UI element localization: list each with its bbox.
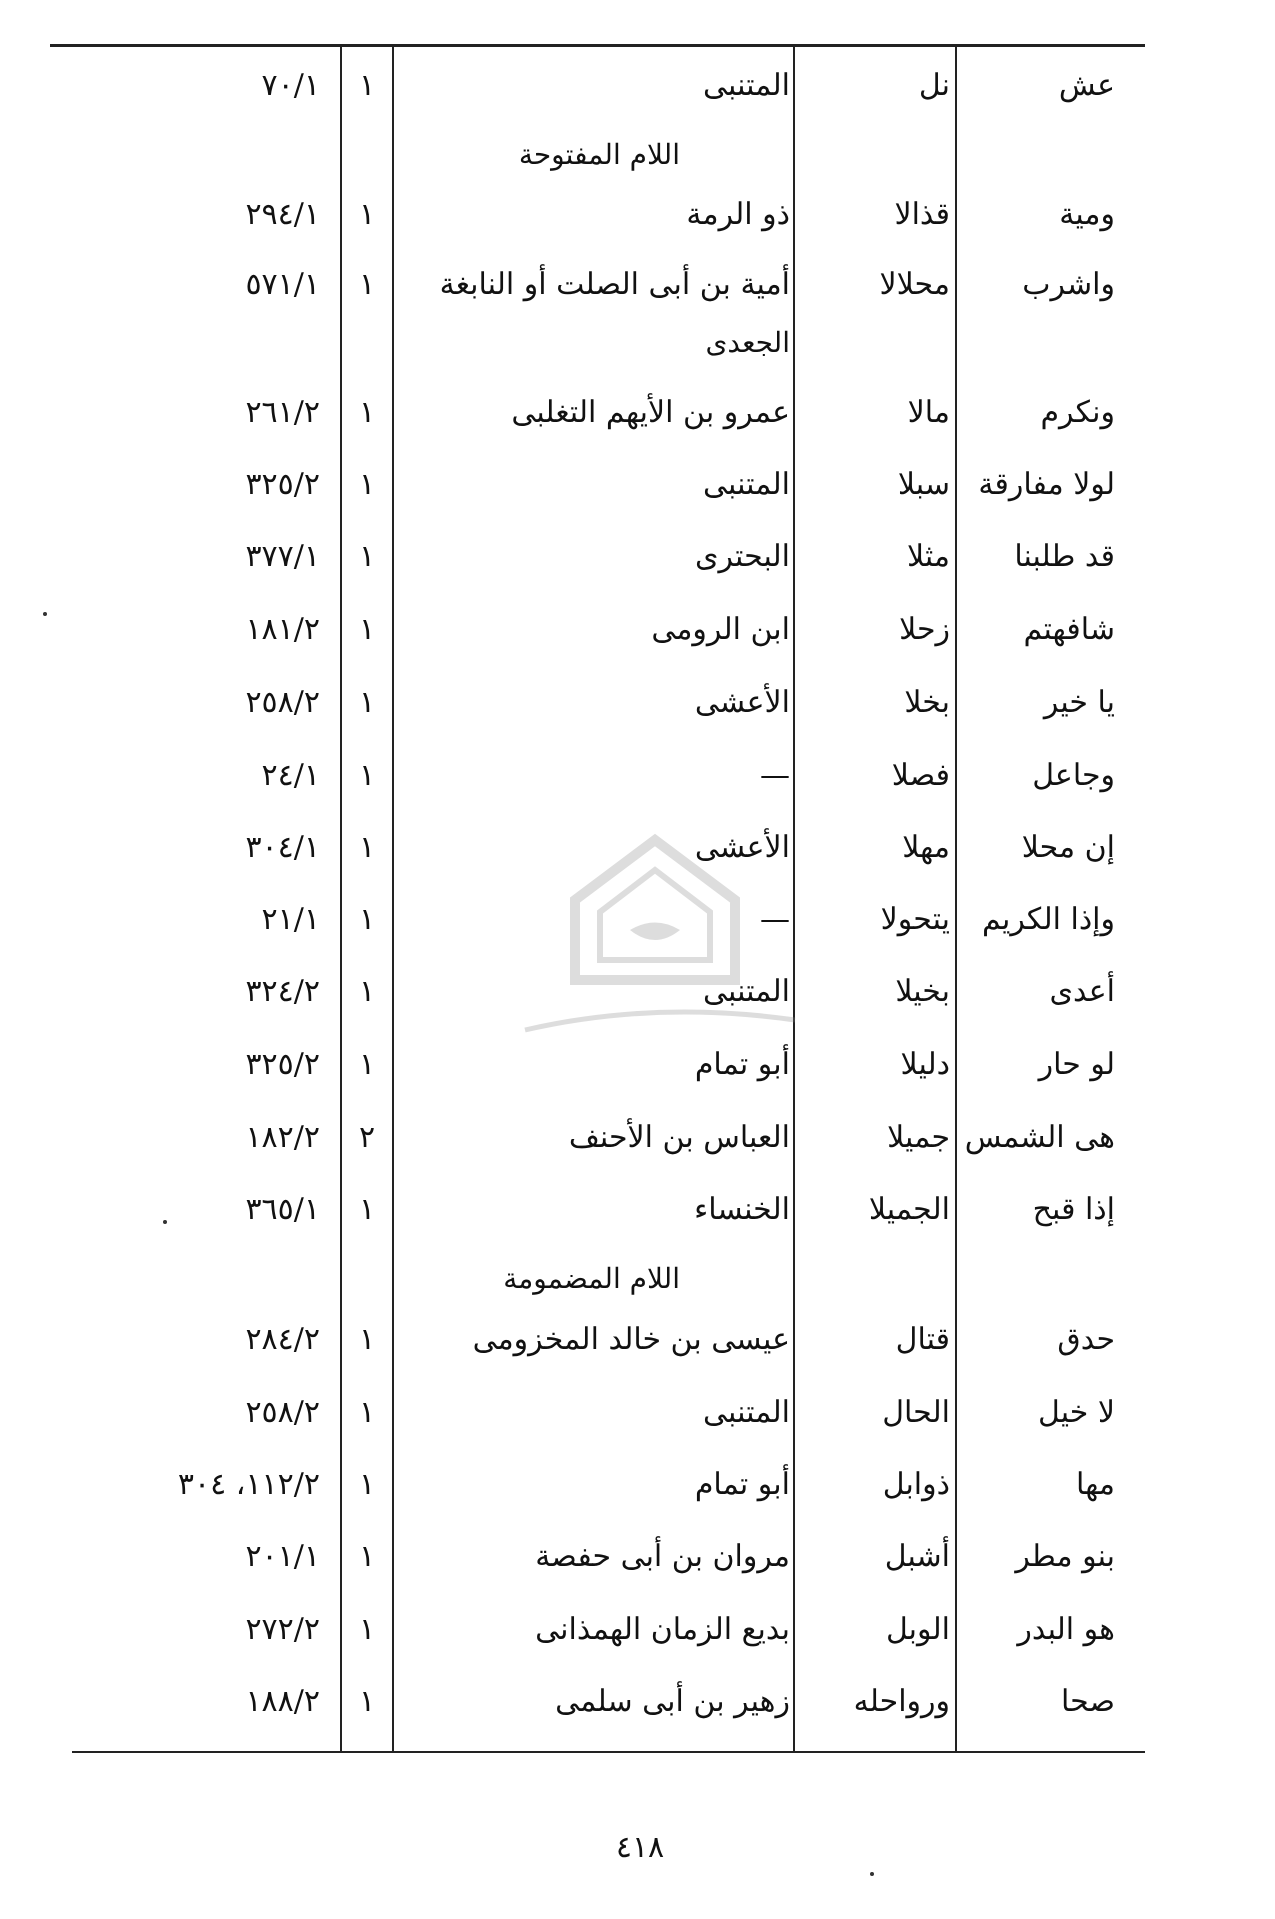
table-row xyxy=(0,455,1275,515)
poet: بديع الزمان الهمذانى xyxy=(535,1612,790,1647)
rhyme-word: نل xyxy=(918,68,950,103)
poet: الأعشى xyxy=(694,685,790,720)
reference: ٣٠٤/١ xyxy=(245,830,320,865)
first-words: لو حار xyxy=(1038,1047,1115,1082)
rhyme-word: سبلا xyxy=(897,467,950,502)
table-row xyxy=(0,962,1275,1022)
verse-count: ١ xyxy=(358,467,376,502)
rhyme-word: يتحولا xyxy=(880,902,950,937)
reference: ١٨٨/٢ xyxy=(245,1684,320,1719)
reference: ٢٤/١ xyxy=(261,758,320,793)
reference: ٢٨٤/٢ xyxy=(245,1322,320,1357)
verse-count: ٢ xyxy=(358,1120,376,1155)
poet: المتنبى xyxy=(703,1395,790,1430)
verse-count: ١ xyxy=(358,1322,376,1357)
rhyme-word: مالا xyxy=(907,395,950,430)
rhyme-word: ورواحله xyxy=(853,1684,950,1719)
poet: مروان بن أبى حفصة xyxy=(535,1539,790,1574)
verse-count: ١ xyxy=(358,1539,376,1574)
rhyme-word: زحلا xyxy=(899,612,950,647)
reference: ١٨٢/٢ xyxy=(245,1120,320,1155)
first-words: قد طلبنا xyxy=(1014,539,1115,574)
verse-count: ١ xyxy=(358,539,376,574)
reference: ٢٥٨/٢ xyxy=(245,1395,320,1430)
table-row xyxy=(0,1310,1275,1370)
reference: ٣٢٤/٢ xyxy=(245,974,320,1009)
first-words: حدق xyxy=(1057,1322,1115,1357)
first-words: عش xyxy=(1058,68,1115,103)
rhyme-word: دليلا xyxy=(900,1047,950,1082)
first-words: صحا xyxy=(1061,1684,1115,1719)
verse-count: ١ xyxy=(358,1192,376,1227)
verse-count: ١ xyxy=(358,758,376,793)
poet: ذو الرمة xyxy=(686,197,790,232)
poet-continuation: الجعدى xyxy=(705,326,790,359)
first-words: ونكرم xyxy=(1040,395,1115,430)
table-row xyxy=(0,890,1275,950)
poet: المتنبى xyxy=(703,467,790,502)
poet: المتنبى xyxy=(703,68,790,103)
verse-count: ١ xyxy=(358,1612,376,1647)
first-words: هو البدر xyxy=(1017,1612,1115,1647)
reference: ٢٩٤/١ xyxy=(245,197,320,232)
section-heading-lam-madmuma: اللام المضمومة xyxy=(503,1262,680,1295)
reference: ٣٦٥/١ xyxy=(245,1192,320,1227)
reference: ٢١/١ xyxy=(261,902,320,937)
table-row xyxy=(0,1672,1275,1732)
first-words: بنو مطر xyxy=(1015,1539,1115,1574)
table-row xyxy=(0,1600,1275,1660)
first-words: وإذا الكريم xyxy=(982,902,1115,937)
rhyme-word: بخيلا xyxy=(895,974,950,1009)
rhyme-word: قذالا xyxy=(894,197,950,232)
first-words: ومية xyxy=(1059,197,1115,232)
verse-count: ١ xyxy=(358,902,376,937)
poet: الأعشى xyxy=(694,830,790,865)
poet: أمية بن أبى الصلت أو النابغة xyxy=(439,267,790,302)
rhyme-word: الوبل xyxy=(885,1612,950,1647)
verse-count: ١ xyxy=(358,395,376,430)
table-row xyxy=(0,1108,1275,1168)
poet: — xyxy=(760,758,790,793)
table-row xyxy=(0,1035,1275,1095)
table-row xyxy=(0,1180,1275,1240)
rhyme-word: الجميلا xyxy=(868,1192,950,1227)
first-words: شافهتم xyxy=(1023,612,1115,647)
table-row xyxy=(0,673,1275,733)
verse-count: ١ xyxy=(358,830,376,865)
table-row xyxy=(0,1383,1275,1443)
first-words: أعدى xyxy=(1049,974,1115,1009)
poet: عمرو بن الأيهم التغلبى xyxy=(511,395,790,430)
verse-count: ١ xyxy=(358,974,376,1009)
reference: ٢٦١/٢ xyxy=(245,395,320,430)
reference: ٥٧١/١ xyxy=(245,267,320,302)
scan-speck xyxy=(43,612,47,616)
reference: ٢٧٢/٢ xyxy=(245,1612,320,1647)
page-number: ٤١٨ xyxy=(615,1830,665,1865)
verse-count: ١ xyxy=(358,68,376,103)
reference: ٧٠/١ xyxy=(261,68,320,103)
poet: الخنساء xyxy=(694,1192,790,1227)
reference: ٣٢٥/٢ xyxy=(245,1047,320,1082)
table-row xyxy=(0,1527,1275,1587)
reference: ٣٧٧/١ xyxy=(245,539,320,574)
poet: العباس بن الأحنف xyxy=(568,1120,790,1155)
reference: ١٨١/٢ xyxy=(245,612,320,647)
table-row xyxy=(0,600,1275,660)
table-row xyxy=(0,56,1275,116)
rhyme-word: جميلا xyxy=(887,1120,950,1155)
first-words: لولا مفارقة xyxy=(978,467,1115,502)
reference: ٢٠١/١ xyxy=(245,1539,320,1574)
first-words: لا خيل xyxy=(1038,1395,1115,1430)
rhyme-word: قتال xyxy=(895,1322,950,1357)
reference: ١١٢/٢، ٣٠٤ xyxy=(177,1467,320,1502)
table-row xyxy=(0,1455,1275,1515)
verse-count: ١ xyxy=(358,1047,376,1082)
rhyme-word: محلالا xyxy=(879,267,950,302)
scan-speck xyxy=(163,1220,167,1224)
poet: المتنبى xyxy=(703,974,790,1009)
table-row xyxy=(0,527,1275,587)
poet: — xyxy=(760,902,790,937)
poet: عيسى بن خالد المخزومى xyxy=(472,1322,790,1357)
table-row xyxy=(0,255,1275,315)
poet: البحترى xyxy=(695,539,790,574)
verse-count: ١ xyxy=(358,1467,376,1502)
table-row xyxy=(0,746,1275,806)
reference: ٢٥٨/٢ xyxy=(245,685,320,720)
verse-count: ١ xyxy=(358,267,376,302)
poet: ابن الرومى xyxy=(651,612,790,647)
rhyme-word: فصلا xyxy=(891,758,950,793)
first-words: مها xyxy=(1075,1467,1115,1502)
verse-count: ١ xyxy=(358,685,376,720)
table-row xyxy=(0,383,1275,443)
scan-speck xyxy=(870,1872,874,1876)
first-words: هى الشمس xyxy=(964,1120,1115,1155)
verse-count: ١ xyxy=(358,197,376,232)
first-words: وجاعل xyxy=(1032,758,1115,793)
rhyme-word: بخلا xyxy=(904,685,950,720)
rhyme-word: مهلا xyxy=(902,830,950,865)
section-heading-lam-maftuha: اللام المفتوحة xyxy=(518,138,680,171)
verse-count: ١ xyxy=(358,1684,376,1719)
first-words: واشرب xyxy=(1022,267,1115,302)
rhyme-word: الحال xyxy=(882,1395,950,1430)
table-row xyxy=(0,818,1275,878)
first-words: إذا قبح xyxy=(1032,1192,1115,1227)
rhyme-word: أشبل xyxy=(884,1539,950,1574)
rhyme-word: ذوابل xyxy=(882,1467,950,1502)
poet: أبو تمام xyxy=(694,1467,790,1502)
first-words: يا خير xyxy=(1043,685,1115,720)
reference: ٣٢٥/٢ xyxy=(245,467,320,502)
table-row xyxy=(0,185,1275,245)
verse-count: ١ xyxy=(358,612,376,647)
rhyme-word: مثلا xyxy=(906,539,950,574)
first-words: إن محلا xyxy=(1021,830,1115,865)
verse-count: ١ xyxy=(358,1395,376,1430)
poet: زهير بن أبى سلمى xyxy=(555,1684,790,1719)
poet: أبو تمام xyxy=(694,1047,790,1082)
